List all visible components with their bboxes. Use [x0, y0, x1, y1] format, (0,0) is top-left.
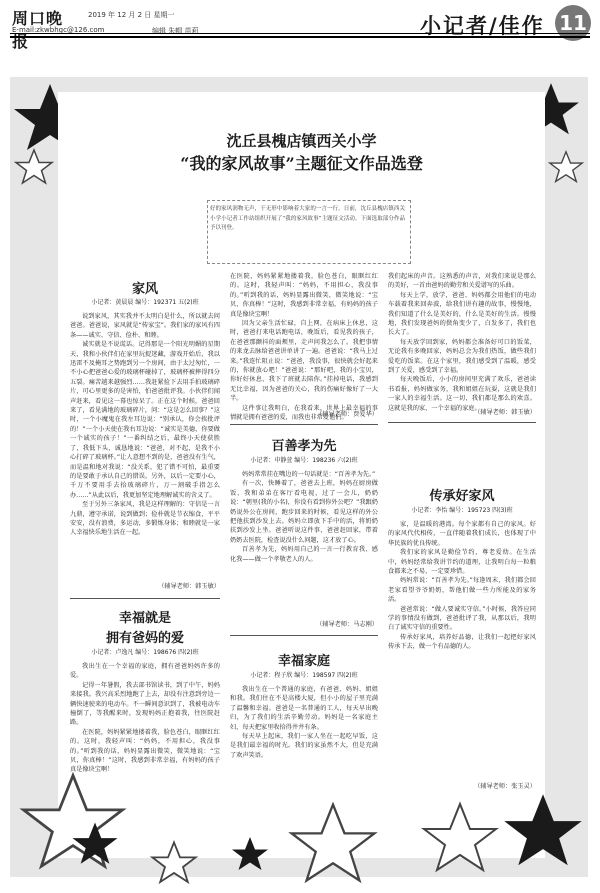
star-icon	[268, 800, 398, 892]
paragraph: 传承好家风，培养好品德，让我们一起把好家风传承下去，做一个有品德的人。	[388, 633, 536, 651]
divider	[388, 422, 536, 423]
header-rule-thick	[10, 36, 590, 38]
article-meta: 小记者：卢逸凡 编号：198676 四(2)班	[91, 649, 199, 656]
star-icon	[548, 150, 584, 186]
paragraph: 爸爸常说：“做人要诚实守信。”小时候，我答应同学的事情没有做到，爸爸批评了我，从那以后，我明白了诚实守信的重要性。	[388, 605, 536, 632]
article-meta: 小记者：黄晨晨 编号：192371 五(2)班	[91, 299, 199, 306]
paragraph: 每天上学，放学，爸爸、妈妈都会用他们的电动车载着我来回奔波，给我们讲有趣的故事，慢慢地，我们知道了什么是美好的，什么是美好的生活。慢慢地，我们发现爸妈的鬓角变少了，白发多了，我们也长大了。	[388, 291, 536, 337]
article-editor: （辅导老师：张玉灵）	[474, 783, 536, 790]
article-title: 百善孝为先	[271, 439, 337, 454]
star-icon	[420, 800, 500, 880]
paragraph: 每天晚饭后，小小的房间里充满了欢乐，爸爸读书看报，妈妈做家务，我和姐姐在玩耍，这就是我们一家人的幸福生活。这一切，我们都是那么的欢喜。这就是我的家，一个幸福的家庭。	[388, 376, 536, 412]
paragraph: 在医院，妈妈紧紧地搂着我，脸色苍白，眼眶红红的。这时，我轻声叫：“妈妈，不用担心，我没事的。”听到我的话，妈妈显露出微笑，微笑地说：“宝贝，你真棒！”这时，我感到非常幸福，有妈妈的孩子真是像块宝啊！	[230, 273, 378, 318]
star-icon	[500, 790, 586, 876]
paragraph: 每天放学回到家，妈妈都会准备好可口的饭菜，无论我有多晚回家，妈妈总会为我们热饭，做些我们爱吃的饭菜。在这个家里，我们感受到了温暖，感受到了关爱，感受到了幸福。	[388, 338, 536, 375]
header-rule	[10, 33, 590, 34]
paragraph: 至于另外三条家风，我是这样理解的：守信是一言九鼎，遵守承诺，说到做到；俭朴就是节衣缩食，平平安安，没有浪费，多运动，多锻炼身体；和睦就是一家人幸福快乐地生活在一起。	[70, 501, 220, 537]
paragraph: 在医院，妈妈紧紧地搂着我，脸色苍白，眼眶红红的。这时，我轻声叫：“妈妈，不用担心，我没事的。”听到我的话，妈妈显露出微笑，微笑地说：“宝贝，你真棒！”这时，我感到非常幸福，有妈妈的孩子真是像块宝啊！	[70, 728, 220, 774]
paragraph: 因为父亲生活忙碌，自上网，在病床上休息，这时，爸爸打来电话跑电话，晚饭后，看见我的孩子，在爸爸那颤抖的面颊里，走声问我怎么了。我把事情的来龙去脉给爸爸讲单讲了一遍。爸爸说：“我马上过来。”我连忙阻止说：“爸爸，我没事，很快就会好起来的，你就放心吧！”爸爸说：“那好吧，我的小宝贝，你好好休息，我下了班就去陪你。”挂掉电话，我感到无比幸福，因为爸爸的关心，我的伤痛好像好了一大半。	[230, 320, 378, 403]
article-editor: （辅导老师：韩玉敏）	[158, 583, 220, 590]
article-body	[230, 470, 378, 622]
paragraph: 我们家的家风是勤俭节约，尊老爱幼。在生活中，妈妈经常给我讲节约的道理，让我明白每一粒粮食都来之不易，一定要珍惜。	[388, 549, 536, 576]
article-body	[70, 662, 220, 775]
paragraph: 我出生在一个普通的家庭，有爸爸、妈妈、姐姐和我。我们住在不是高楼大厦，但小小的屋子里充满了温馨和幸福。爸爸是一名普通的工人，每天早出晚归，为了我们的生活辛勤劳动。妈妈是一名家庭主妇，每天把家里收拾得井井有条。	[230, 686, 378, 731]
article-meta: 小记者：程子欣 编号：198597 四(2)班	[250, 672, 358, 679]
article-title: 拥有爸妈的爱	[105, 631, 184, 646]
masthead: 周口晚报	[12, 9, 64, 51]
article-meta: 小记者：申静萱 编号：198236 六(2)班	[250, 457, 358, 464]
star-icon	[70, 820, 120, 870]
article-title: 幸福家庭	[277, 654, 330, 669]
article-title: 家风	[131, 282, 158, 297]
divider	[230, 424, 378, 425]
headline-line2: “我的家风故事”主题征文作品选登	[180, 154, 423, 173]
section-title: 小记者/佳作	[420, 13, 545, 38]
article-editor: （辅导老师：韩玉敏）	[474, 409, 536, 416]
paragraph: 说到家风，其实我并不太明白是什么，所以就去问爸爸。爸爸说，家风就是“传家宝”。我们家的家风有四条——诚实、守信、俭朴、和睦。	[70, 313, 220, 339]
star-icon	[230, 835, 270, 875]
article-editor: （辅导老师：贾爱华）	[316, 411, 378, 418]
star-icon	[14, 148, 54, 188]
paragraph: 这件事让我明白，在我看来，世界上最幸福的事情就是拥有爸爸的爱，而我也非常爱他们。	[230, 404, 378, 422]
paragraph: 家，是温暖的港湾。每个家都有自己的家风。好的家风代代相传，一直伴随着我们成长，也体现了中华民族的优良传统。	[388, 521, 536, 547]
article-editor: （辅导老师：马志刚）	[316, 621, 378, 628]
article-body	[230, 685, 378, 775]
paragraph: 有一次，快睡着了，爸爸去上班，妈妈在厨房做饭，我和弟弟在客厅看电视，过了一会儿，奶奶说：“朝里(我的小名)，你没有看到你外公吧？”我跟奶奶说外公在房间，跑步回来的时候，看见这样的外公把他扶到沙发上去。妈妈立即放下手中的活，将奶奶扶到沙发上坐。爸爸听说这件事，爸爸赶回家，带着奶奶去医院，检查说没什么问题，这才放了心。	[230, 480, 378, 544]
article-title: 传承好家风	[429, 489, 495, 504]
paragraph: 我出生在一个幸福的家庭，拥有爸爸妈妈许多的爱。	[70, 663, 220, 680]
paragraph: 每天早上起床，我们一家人坐在一起吃早饭，这是我们最幸福的时光。我们的家虽然不大，但是充满了欢声笑语。	[230, 733, 378, 759]
paragraph: 我们起床的声音。这熟悉的声音，对我们来说是那么的美好，一首由爸妈的勤劳和关爱谱写的乐曲。	[388, 273, 536, 290]
intro-text: 好的家风润物无声，于无形中影响着大家的一言一行。日前，沈丘县槐店镇西关小学小记者工作站组织开展了“我的家风故事”主题征文活动。下面选取部分作品予以刊登。	[210, 206, 405, 231]
article-meta: 小记者：李怡 编号：195723 四(3)班	[411, 507, 513, 514]
star-icon	[150, 840, 198, 888]
divider	[230, 635, 378, 636]
staff-line: 编辑 朱帽 苗莉	[152, 27, 199, 35]
divider	[70, 598, 220, 599]
article-body	[70, 312, 220, 584]
article-body	[388, 520, 536, 780]
paragraph: 妈妈常常挂在嘴边的一句话就是：“百善孝为先。”	[242, 471, 376, 478]
paragraph: 记得一年暑假，我去部书馆读书，到了中午，妈妈来接我。我兴高采烈地跑了上去，却没有注意到旁边一辆快速驶来的电动车。不一瞬间意识到了，我被电动车撞倒了，等我醒来时，发现妈妈正抱着我，往医院赶路。	[70, 681, 220, 727]
headline-line1: 沈丘县槐店镇西关小学	[226, 132, 377, 150]
article-title: 幸福就是	[118, 611, 171, 626]
paragraph: 百善孝为先，妈妈用自己的一言一行教育我、感化我——做一个孝敬老人的人。	[230, 546, 378, 563]
page-number: 11	[555, 5, 591, 41]
email: E-mail:zkwbhgc@126.com	[12, 26, 105, 34]
date-line: 2019 年 12 月 2 日 星期一	[88, 11, 175, 19]
article-body	[388, 272, 536, 412]
paragraph: 妈妈常说：“百善孝为先。”每逢周末，我们都会回老家看望爷爷奶奶，帮他们做一些力所能及的家务活。	[388, 577, 536, 604]
paragraph: 诚实就是不说谎话。记得那是一个阳光明媚的星期天，我和小伙伴们在家里玩捉迷藏，游戏开始后，我以迅雷不及掩耳之势跑到另一个房间，由于太过匆忙，一不小心把爸爸心爱的玻璃杯碰掉了，玻璃杯被摔得四分五裂。痛苦越来越强烈……我赶紧捡下去用手拍玻璃碎片，可心里更多的是害怕，怕爸爸批评我。小伙伴们闻声赶来，看见这一幕也惊呆了。正在这个时候，爸爸回来了，看见满地的玻璃碎片，问：“这是怎么回事？”这时，一个小魔鬼在我左耳边说：“别承认，你会挨批评的！”一个小天使在我右耳边说：“诚实是美德，你要做一个诚实的孩子！”一番纠结之后，最终小天使获胜了，我低下头，诚恳地说：“爸爸，对不起，是我不小心打碎了玻璃杯。”让人意想不到的是，爸爸没有生气，而是温和地对我说：“没关系，犯了错不可怕，最重要的是要敢于承认自己的错误。另外，以后一定要小心，千万不要用手去拾玻璃碎片，万一割破手指怎么办……”从此以后，我更加坚定地理解诚实的含义了。	[70, 341, 220, 499]
